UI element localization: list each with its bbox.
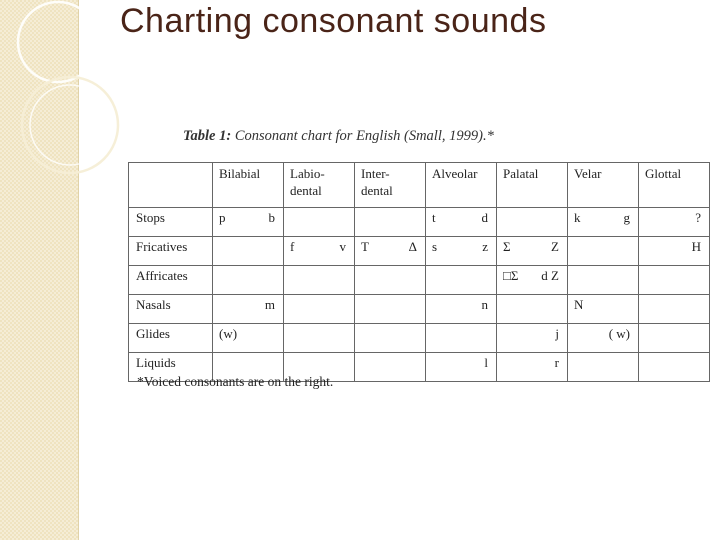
table-cell xyxy=(497,353,568,382)
phoneme-pair xyxy=(497,353,567,371)
voiced-phoneme: l xyxy=(484,355,488,370)
corner-cell xyxy=(129,163,213,208)
voiced-phoneme: ? xyxy=(695,210,701,225)
table-cell xyxy=(568,295,639,324)
phoneme-pair xyxy=(213,208,283,226)
table-cell xyxy=(568,266,639,295)
phoneme-pair xyxy=(426,237,496,255)
column-header xyxy=(213,163,284,208)
row-label: Nasals xyxy=(129,295,213,324)
table-cell xyxy=(284,295,355,324)
table-cell xyxy=(639,237,710,266)
table-cell xyxy=(426,295,497,324)
phoneme-pair xyxy=(568,208,638,226)
table-caption xyxy=(183,128,494,145)
table-cell xyxy=(426,266,497,295)
table-cell xyxy=(639,266,710,295)
table-caption-label: Table 1: xyxy=(183,128,232,144)
phoneme-pair xyxy=(426,208,496,226)
phoneme-pair xyxy=(497,266,567,284)
phoneme-pair xyxy=(355,237,425,255)
voiced-phoneme: j xyxy=(555,326,559,341)
table-cell xyxy=(213,237,284,266)
table-row xyxy=(129,266,710,295)
table-cell xyxy=(213,324,284,353)
table-cell xyxy=(284,324,355,353)
table-cell xyxy=(426,237,497,266)
voiced-phoneme: ( w) xyxy=(608,326,630,341)
voiceless-phoneme: p xyxy=(219,210,226,225)
table-cell xyxy=(497,324,568,353)
column-header-label: Alveolar xyxy=(432,166,478,181)
table-footnote: *Voiced consonants are on the right. xyxy=(137,374,334,389)
table-cell xyxy=(568,353,639,382)
table-cell xyxy=(568,208,639,237)
row-label: Stops xyxy=(129,208,213,237)
phoneme-pair xyxy=(639,237,709,255)
phoneme-pair xyxy=(568,295,638,313)
column-header xyxy=(639,163,710,208)
row-label: Liquids xyxy=(129,353,213,382)
consonant-chart xyxy=(128,162,710,382)
voiced-phoneme: d Z xyxy=(541,268,559,283)
voiceless-phoneme: □Σ xyxy=(503,268,519,283)
table-cell xyxy=(497,266,568,295)
slide-title: Charting consonant sounds xyxy=(120,2,547,40)
table-cell xyxy=(355,266,426,295)
phoneme-pair xyxy=(426,353,496,371)
row-label: Fricatives xyxy=(129,237,213,266)
table-row xyxy=(129,237,710,266)
phoneme-pair xyxy=(426,295,496,313)
phoneme-pair xyxy=(568,324,638,342)
voiced-phoneme: r xyxy=(554,355,559,370)
voiceless-phoneme: k xyxy=(574,210,581,225)
table-cell xyxy=(355,295,426,324)
table-cell xyxy=(355,208,426,237)
phoneme-pair xyxy=(213,324,283,342)
phoneme-pair xyxy=(213,295,283,313)
column-header-label: Bilabial xyxy=(219,166,261,181)
table-row xyxy=(129,324,710,353)
table-cell xyxy=(497,295,568,324)
table-cell xyxy=(426,353,497,382)
table-cell xyxy=(568,324,639,353)
table-cell xyxy=(213,266,284,295)
voiced-phoneme: g xyxy=(623,210,630,225)
voiceless-phoneme: f xyxy=(290,239,295,254)
phoneme-pair xyxy=(639,208,709,226)
voiced-phoneme: Z xyxy=(551,239,559,254)
table-cell xyxy=(639,295,710,324)
voiceless-phoneme: (w) xyxy=(219,326,238,341)
voiced-phoneme: b xyxy=(268,210,275,225)
column-header-label: Glottal xyxy=(645,166,682,181)
table-cell xyxy=(284,208,355,237)
voiced-phoneme: H xyxy=(691,239,701,254)
table-cell xyxy=(497,237,568,266)
table-cell xyxy=(355,324,426,353)
table-cell xyxy=(426,208,497,237)
column-header xyxy=(426,163,497,208)
column-header-label: Palatal xyxy=(503,166,539,181)
table-row xyxy=(129,208,710,237)
column-header xyxy=(497,163,568,208)
header-row xyxy=(129,163,710,208)
table-cell xyxy=(213,295,284,324)
table-cell xyxy=(284,266,355,295)
table-cell xyxy=(355,237,426,266)
phoneme-pair xyxy=(284,237,354,255)
voiceless-phoneme: s xyxy=(432,239,438,254)
table-row xyxy=(129,295,710,324)
column-header-label: Inter- dental xyxy=(361,166,393,198)
table-cell xyxy=(213,208,284,237)
table-cell xyxy=(284,237,355,266)
column-header-label: Labio- dental xyxy=(290,166,325,198)
row-label: Glides xyxy=(129,324,213,353)
column-header xyxy=(355,163,426,208)
voiceless-phoneme: T xyxy=(361,239,369,254)
table-cell xyxy=(426,324,497,353)
table-caption-text: Consonant chart for English (Small, 1999).* xyxy=(231,128,494,144)
phoneme-pair xyxy=(497,324,567,342)
voiced-phoneme: m xyxy=(264,297,275,312)
voiced-phoneme: n xyxy=(481,297,488,312)
table-cell xyxy=(639,208,710,237)
table-cell xyxy=(568,237,639,266)
voiced-phoneme: z xyxy=(482,239,488,254)
voiceless-phoneme: N xyxy=(574,297,584,312)
voiced-phoneme: d xyxy=(481,210,488,225)
table-cell xyxy=(355,353,426,382)
phoneme-pair xyxy=(497,237,567,255)
column-header xyxy=(284,163,355,208)
column-header-label: Velar xyxy=(574,166,602,181)
table-cell xyxy=(639,324,710,353)
table-cell xyxy=(639,353,710,382)
column-header xyxy=(568,163,639,208)
table-cell xyxy=(497,208,568,237)
row-label: Affricates xyxy=(129,266,213,295)
voiced-phoneme: Δ xyxy=(408,239,417,254)
voiced-phoneme: v xyxy=(339,239,346,254)
voiceless-phoneme: t xyxy=(432,210,436,225)
voiceless-phoneme: Σ xyxy=(503,239,511,254)
